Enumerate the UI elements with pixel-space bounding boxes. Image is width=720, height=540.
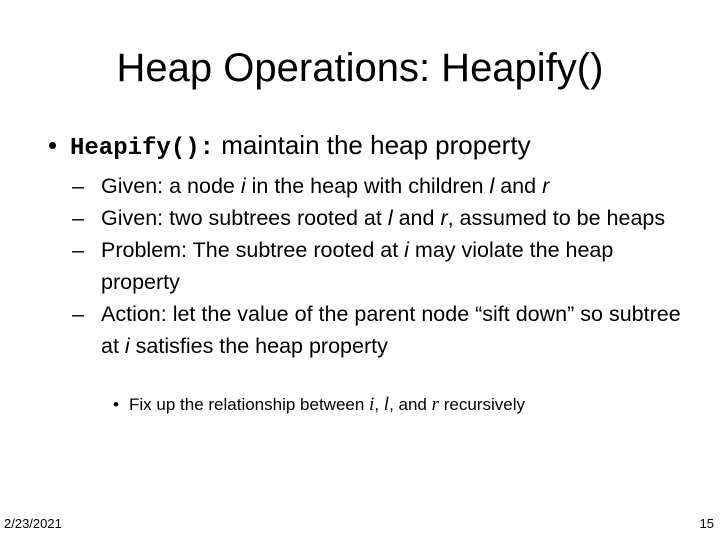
bullet-dot: • [48, 130, 58, 160]
sub-bullet-list [72, 170, 692, 362]
heapify-code: Heapify(): [70, 135, 215, 162]
footer-date: 2/23/2021 [4, 516, 62, 531]
sub-sub-bullet-fixup: • Fix up the relationship between i, l, and r recursively [113, 394, 525, 415]
sub-bullet-given-node: – Given: a node i in the heap with children l and r [72, 174, 550, 198]
sub-bullet-action: – Action: let the value of the parent node “sift down” so subtree at i satisfies the heap property [72, 302, 681, 358]
page-number: 15 [699, 516, 714, 531]
sub-bullet-problem: – Problem: The subtree rooted at i may violate the heap property [72, 238, 614, 294]
sub-bullet-given-subtrees: – Given: two subtrees rooted at l and r, assumed to be heaps [72, 206, 666, 230]
slide-title: Heap Operations: Heapify() [116, 46, 604, 90]
main-bullet [48, 128, 531, 166]
main-bullet-text: maintain the heap property [214, 130, 531, 160]
